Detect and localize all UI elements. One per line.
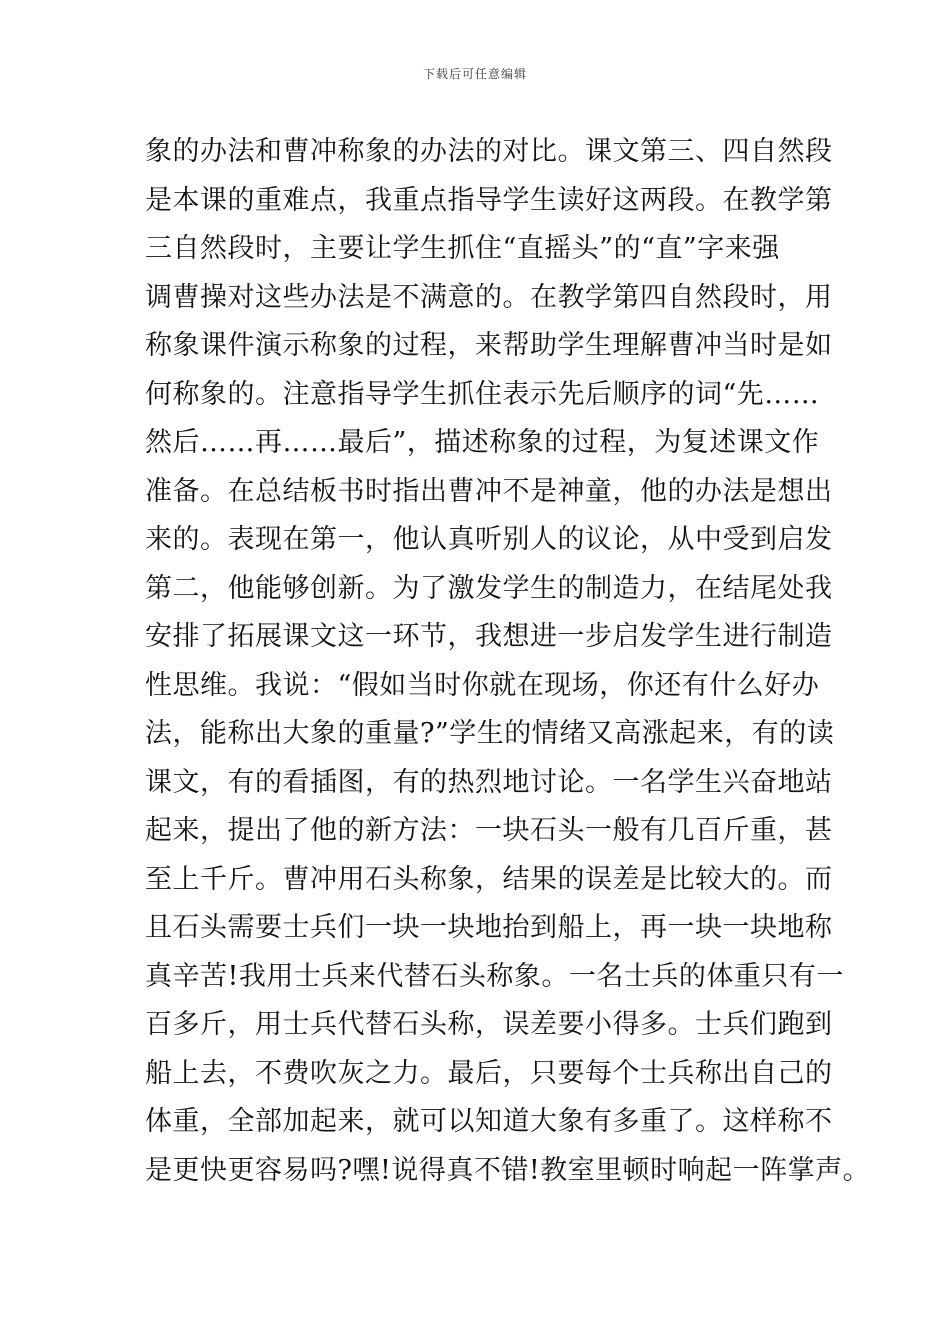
body-line: 百多斤，用士兵代替石头称，误差要小得多。士兵们跑到 [145,1009,833,1040]
body-line: 起来，提出了他的新方法：一块石头一般有几百斤重，甚 [145,815,833,846]
document-body [145,128,871,1195]
body-line: 称象课件演示称象的过程，来帮助学生理解曹冲当时是如 [145,330,833,361]
body-line: 体重，全部加起来，就可以知道大象有多重了。这样称不 [145,1106,833,1137]
body-line: 至上千斤。曹冲用石头称象，结果的误差是比较大的。而 [145,863,833,895]
body-line: 象的办法和曹冲称象的办法的对比。课文第三、四自然段 [145,136,833,167]
body-line: 准备。在总结板书时指出曹冲不是神童，他的办法是想出 [145,475,833,507]
body-line: 且石头需要士兵们一块一块地抬到船上，再一块一块地称 [145,912,833,943]
body-line: 三自然段时，主要让学生抓住“直摇头”的“直”字来强 [145,233,780,264]
body-line: 何称象的。注意指导学生抓住表示先后顺序的词“先…… [145,378,820,410]
body-line: 课文，有的看插图，有的热烈地讨论。一名学生兴奋地站 [145,766,833,798]
body-line: 是本课的重难点，我重点指导学生读好这两段。在教学第 [145,184,833,216]
body-line: 调曹操对这些办法是不满意的。在教学第四自然段时，用 [145,281,833,313]
body-line: 然后……再……最后”，描述称象的过程，为复述课文作 [145,427,820,458]
body-line: 性思维。我说：“假如当时你就在现场，你还有什么好办 [145,669,820,701]
body-line: 第二，他能够创新。为了激发学生的制造力，在结尾处我 [145,572,833,604]
body-line: 来的。表现在第一，他认真听别人的议论，从中受到启发 [145,524,833,555]
body-line: 船上去，不费吹灰之力。最后，只要每个士兵称出自己的 [145,1057,833,1089]
body-line: 安排了拓展课文这一环节，我想进一步启发学生进行制造 [145,621,833,652]
body-line: 法，能称出大象的重量?”学生的情绪又高涨起来，有的读 [145,718,835,749]
body-line: 真辛苦!我用士兵来代替石头称象。一名士兵的体重只有一 [145,960,844,992]
page-header-note: 下载后可任意编辑 [422,67,527,81]
body-line: 是更快更容易吗?嘿!说得真不错!教室里顿时响起一阵掌声。 [145,1154,871,1186]
